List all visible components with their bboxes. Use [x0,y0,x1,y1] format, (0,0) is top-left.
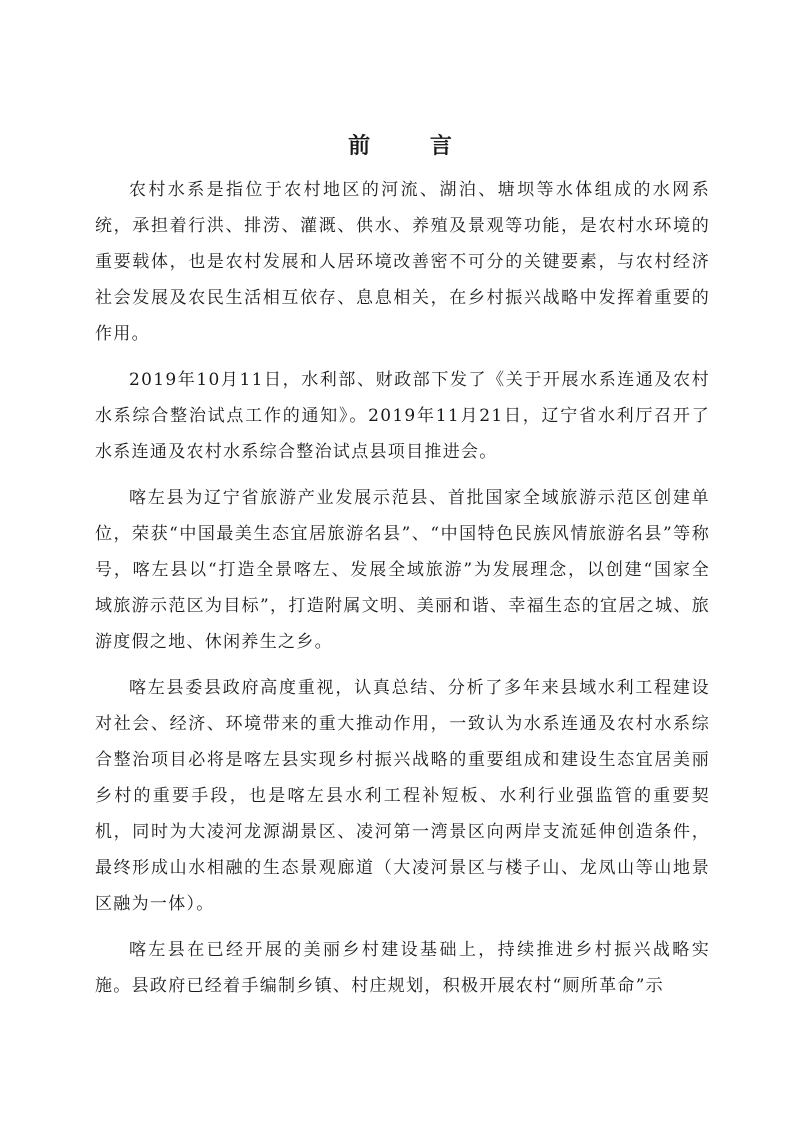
paragraph-kazuo-tourism: 喀左县为辽宁省旅游产业发展示范县、首批国家全域旅游示范区创建单位，荣获“中国最美生态宜居旅游名县”、“中国特色民族风情旅游名县”等称号，喀左县以“打造全景喀左、发展全域旅游”为发展理念，以创建“国家全域旅游示范区为目标”，打造附属文明、美丽和谐、幸福生态的宜居之城、旅游度假之地、休闲养生之乡。 [95,488,710,652]
paragraph-rural-revitalization: 喀左县在已经开展的美丽乡村建设基础上，持续推进乡村振兴战略实施。县政府已经着手编制乡镇、村庄规划，积极开展农村“厕所革命”示 [95,940,710,996]
document-body [95,172,710,1014]
paragraph-county-government: 喀左县委县政府高度重视，认真总结、分析了多年来县域水利工程建设对社会、经济、环境带来的重大推动作用，一致认为水系连通及农村水系综合整治项目必将是喀左县实现乡村振兴战略的重要组成和建设生态宜居美丽乡村的重要手段，也是喀左县水利工程补短板、水利行业强监管的重要契机，同时为大凌河龙源湖景区、凌河第一湾景区向两岸支流延伸创造条件，最终形成山水相融的生态景观廊道（大凌河景区与楼子山、龙凤山等山地景区融为一体）。 [95,678,710,914]
page-title: 前 言 [348,133,478,159]
paragraph-rural-water-system: 农村水系是指位于农村地区的河流、湖泊、塘坝等水体组成的水网系统，承担着行洪、排涝、灌溉、供水、养殖及景观等功能，是农村水环境的重要载体，也是农村发展和人居环境改善密不可分的关键要素，与农村经济社会发展及农民生活相互依存、息息相关，在乡村振兴战略中发挥着重要的作用。 [95,180,710,344]
paragraph-notice-2019: 2019年10月11日，水利部、财政部下发了《关于开展水系连通及农村水系综合整治试点工作的通知》。2019年11月21日，辽宁省水利厅召开了水系连通及农村水系综合整治试点县项目推进会。 [95,370,710,462]
